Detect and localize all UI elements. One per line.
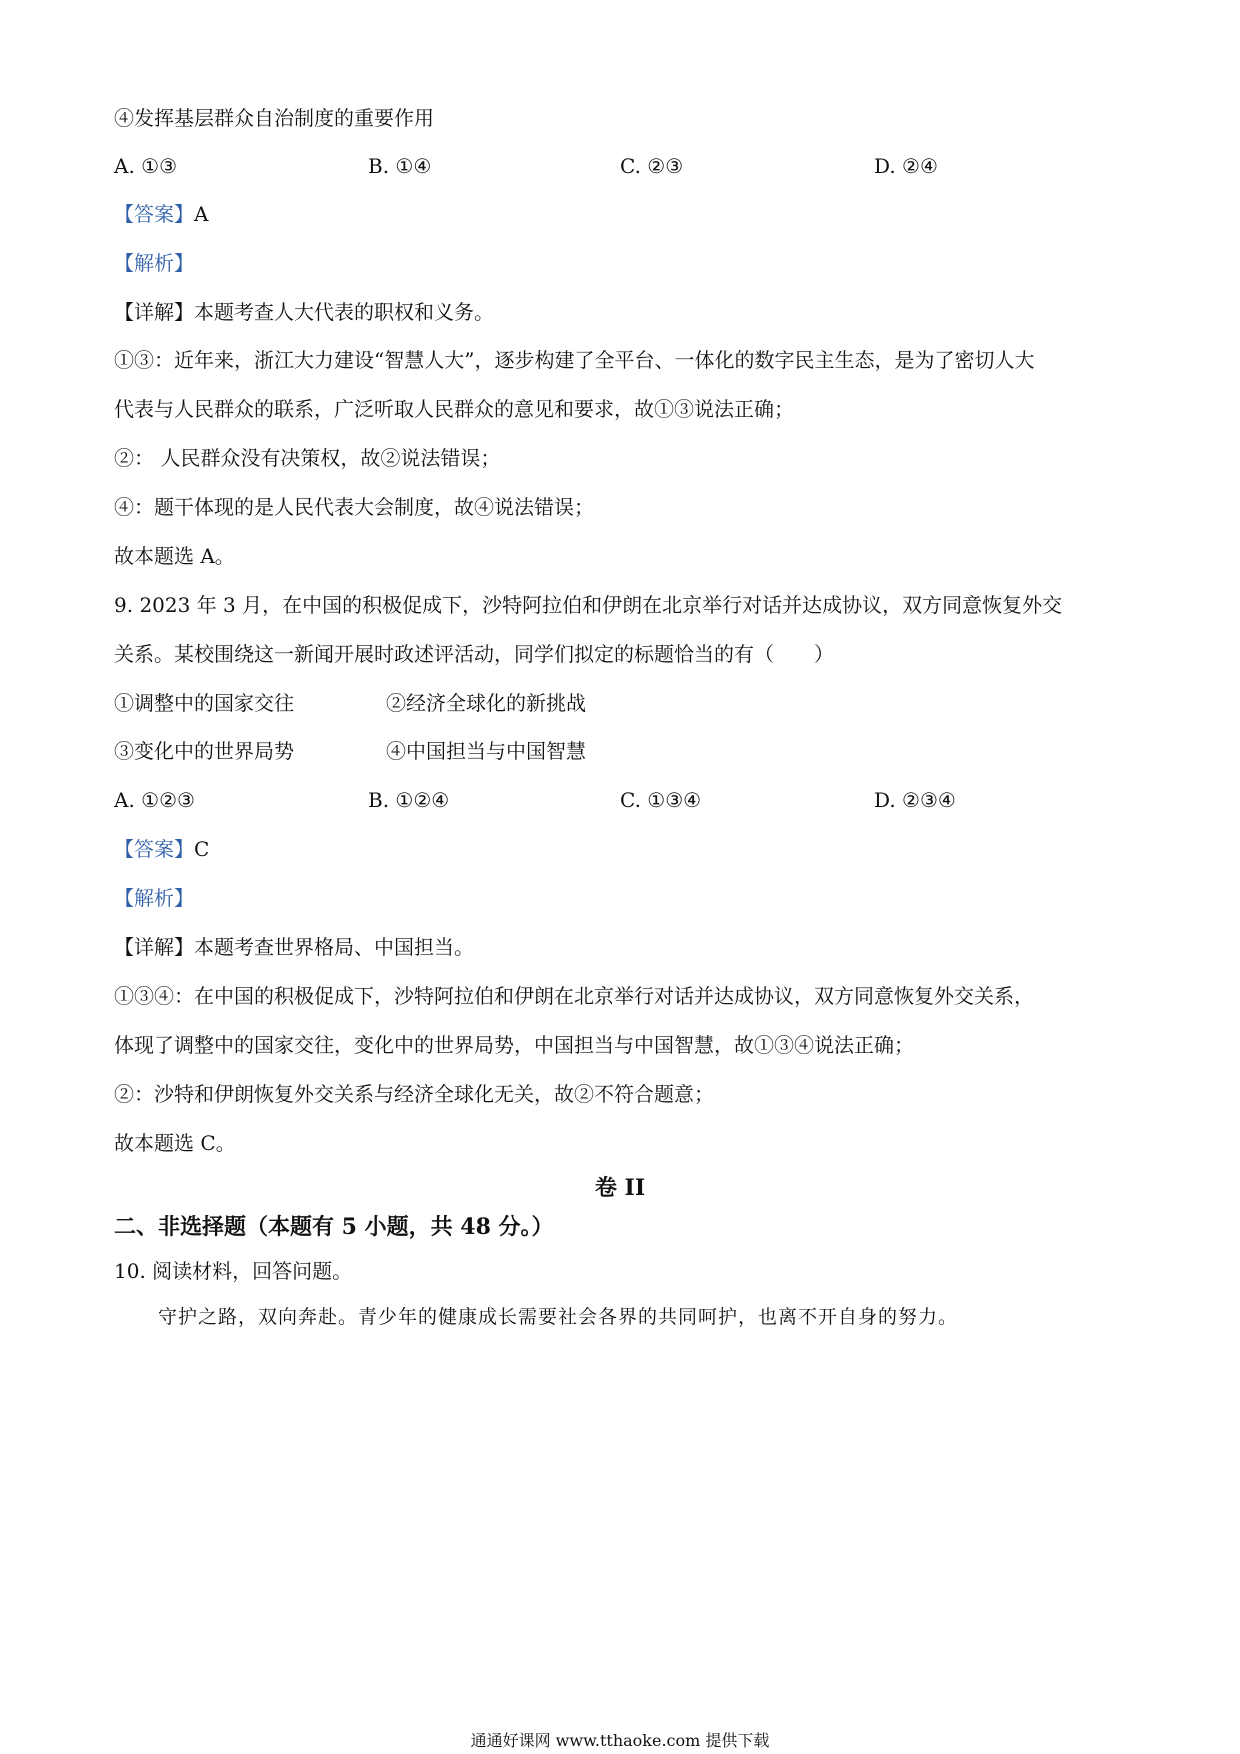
- q9-option-b: B. ①②④: [368, 788, 450, 812]
- q10-material: 守护之路，双向奔赴。青少年的健康成长需要社会各界的共同呵护，也离不开自身的努力。: [158, 1306, 959, 1328]
- q8-analysis-tag: 【解析】: [114, 251, 194, 275]
- q9-item-1: ①调整中的国家交往: [114, 691, 294, 715]
- q8-detail: 【详解】本题考查人大代表的职权和义务。: [114, 300, 494, 324]
- q9-item-4: ④中国担当与中国智慧: [386, 739, 586, 763]
- q9-detail: 【详解】本题考查世界格局、中国担当。: [114, 935, 474, 959]
- q9-explanation-2: 体现了调整中的国家交往，变化中的世界局势，中国担当与中国智慧，故①③④说法正确；: [114, 1033, 914, 1057]
- q8-explanation-3: ②： 人民群众没有决策权，故②说法错误；: [114, 446, 501, 470]
- q9-answer: [114, 835, 209, 863]
- q8-explanation-4: ④：题干体现的是人民代表大会制度，故④说法错误；: [114, 495, 594, 519]
- q9-option-d: D. ②③④: [874, 788, 956, 812]
- q9-item-2: ②经济全球化的新挑战: [386, 691, 586, 715]
- q9-explanation-1: ①③④：在中国的积极促成下，沙特阿拉伯和伊朗在北京举行对话并达成协议，双方同意恢复外交关系，: [114, 984, 1034, 1008]
- q8-option-b: B. ①④: [368, 154, 432, 178]
- footer-watermark: 通通好课网 www.tthaoke.com 提供下载: [470, 1731, 770, 1750]
- volume-title: 卷 II: [594, 1175, 646, 1201]
- q8-option-a: A. ①③: [114, 154, 178, 178]
- answer-value: A: [194, 202, 209, 226]
- answer-tag: 【答案】: [114, 837, 194, 861]
- answer-tag: 【答案】: [114, 202, 194, 226]
- q8-option-d: D. ②④: [874, 154, 938, 178]
- q8-explanation-1: ①③：近年来，浙江大力建设“智慧人大”，逐步构建了全平台、一体化的数字民主生态，是为了密切人大: [114, 348, 1035, 372]
- section-heading: 二、非选择题（本题有 5 小题，共 48 分。）: [114, 1214, 554, 1240]
- q9-option-c: C. ①③④: [620, 788, 702, 812]
- q10-stem: 10. 阅读材料，回答问题。: [114, 1259, 353, 1283]
- q9-conclusion: 故本题选 C。: [114, 1131, 236, 1155]
- q8-item-4: ④发挥基层群众自治制度的重要作用: [114, 106, 434, 130]
- q8-option-c: C. ②③: [620, 154, 684, 178]
- q9-item-3: ③变化中的世界局势: [114, 739, 294, 763]
- q9-stem-1: 9. 2023 年 3 月，在中国的积极促成下，沙特阿拉伯和伊朗在北京举行对话并达成协议，双方同意恢复外交: [114, 593, 1063, 617]
- q8-conclusion: 故本题选 A。: [114, 544, 235, 568]
- q8-explanation-2: 代表与人民群众的联系，广泛听取人民群众的意见和要求，故①③说法正确；: [114, 397, 794, 421]
- q9-explanation-3: ②：沙特和伊朗恢复外交关系与经济全球化无关，故②不符合题意；: [114, 1082, 714, 1106]
- answer-value: C: [194, 837, 210, 861]
- q8-answer: [114, 200, 208, 228]
- q9-stem-2: 关系。某校围绕这一新闻开展时政述评活动，同学们拟定的标题恰当的有（ ）: [114, 642, 834, 666]
- q9-option-a: A. ①②③: [114, 788, 195, 812]
- q9-analysis-tag: 【解析】: [114, 886, 194, 910]
